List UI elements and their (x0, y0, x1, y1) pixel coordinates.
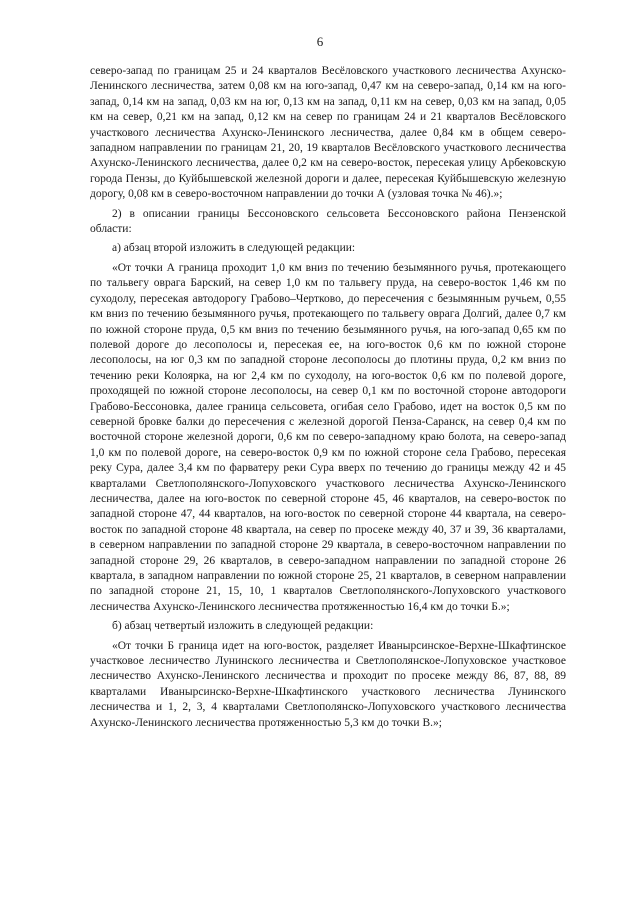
document-body (90, 64, 566, 731)
paragraph-item-b: б) абзац четвертый изложить в следующей редакции: (112, 620, 374, 633)
paragraph-item-2: 2) в описании границы Бессоновского сельсовета Бессоновского района Пензенской области: (90, 207, 566, 236)
page-number: 6 (316, 34, 324, 49)
paragraph-quote-a: «От точки А граница проходит 1,0 км вниз по течению безымянного ручья, протекающего по тальвегу оврага Барский, на север 1,0 км по тальвегу пруда, на северо-восток 1,46 км по суходолу, пересекая автодорогу Грабово–Чертково, до пересечения с безымянным ручьем, 0,55 км вниз по течению безымянного ручья, протекающего по тальвегу оврага Долгий, далее 0,7 км по южной стороне пруда, 0,5 км вниз по течению безымянного ручья, на юго-запад 0,65 км по полевой дороге до лесополосы и, пересекая ее, на юго-восток 0,6 км по южной стороне лесополосы, на юг 0,3 км по западной стороне лесополосы до плотины пруда, 0,2 км вниз по течению реки Колоярка, на юг 2,4 км по суходолу, на юго-восток 0,6 км по полевой дороге, проходящей по южной стороне лесополосы, на север 0,1 км по восточной стороне автодороги Грабово-Бессоновка, далее граница сельсовета, огибая село Грабово, идет на восток 0,5 км по северной бровке балки до пересечения с железной дорогой Пенза-Саранск, на север 0,4 км по восточной стороне железной дороги, 0,6 км по северо-западному краю болота, на северо-запад 1,0 км по полевой дороге, на северо-восток 0,9 км по южной стороне села Грабово, пересекая реку Сура, далее 3,4 км по фарватеру реки Сура вверх по течению до границы между 42 и 45 кварталами Светлополянского-Лопуховского участкового лесничества Ахунско-Ленинского лесничества, далее на юго-восток по северной стороне 45, 46 кварталов, на северо-восток по западной стороне 47, 44 кварталов, на юго-восток по северной стороне 44 квартала, на северо-восток по западной стороне 48 квартала, на север по просеке между 40, 37 и 39, 36 кварталами, в северном направлении по западной стороне 29 квартала, в северо-восточном направлении по западной стороне 29, 26 кварталов, в северо-западном направлении по западной стороне 26 квартала, в западном направлении по южной стороне 25, 21 кварталов, в северном направлении по западной стороне 21, 15, 10, 1 кварталов Светлополянского-Лопуховского участкового лесничества Ахунско-Ленинского лесничества протяженностью 16,4 км до точки Б.»; (90, 261, 566, 613)
paragraph-continuation: северо-запад по границам 25 и 24 кварталов Весёловского участкового лесничества Ахунско-Ленинского лесничества, затем 0,08 км на юго-запад, 0,47 км на северо-запад, 0,14 км на юго-запад, 0,14 км на запад, 0,03 км на юг, 0,13 км на запад, 0,11 км на север, 0,03 км на запад, 0,05 км на север, 0,21 км на запад, 0,12 км на север по границам 24 и 21 кварталов Весёловского участкового лесничества Ахунско-Ленинского лесничества, далее 0,84 км в общем северо-западном направлении по границам 21, 20, 19 кварталов Весёловского участкового лесничества Ахунско-Ленинского лесничества, далее 0,2 км на северо-восток, пересекая улицу Арбековскую города Пензы, до Куйбышевской железной дороги и далее, пересекая Куйбышевскую железную дорогу, 0,08 км в северо-восточном направлении до точки А (узловая точка № 46).»; (90, 65, 566, 201)
paragraph-quote-b: «От точки Б граница идет на юго-восток, разделяет Иванырсинское-Верхне-Шкафтинское участковое лесничество Лунинского лесничества и Светлополянское-Лопуховское участковое лесничество Ахунско-Ленинского лесничества и проходит по просеке между 86, 87, 88, 89 кварталами Иванырсинско-Верхне-Шкафтинского участкового лесничества Лунинского лесничества и 1, 2, 3, 4 кварталами Светлополянско-Лопуховского участкового лесничества Ахунско-Ленинского лесничества протяженностью 5,3 км до точки В.»; (90, 639, 566, 729)
paragraph-item-a: а) абзац второй изложить в следующей редакции: (112, 242, 356, 255)
